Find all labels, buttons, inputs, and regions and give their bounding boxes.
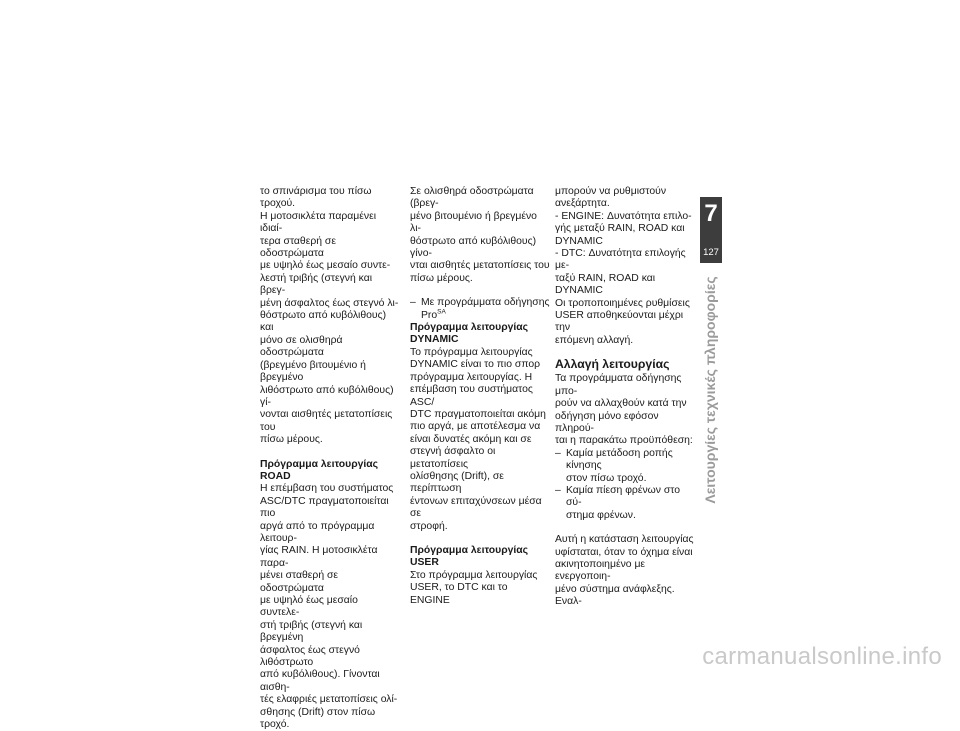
text-column-3 xyxy=(555,186,695,609)
paragraph: Αυτή η κατάσταση λειτουργίας υφίσταται, όταν το όχημα είναι ακινητοποιημένο με ενεργοποιη- μένο σύστημα ανάφλεξης. Εναλ- xyxy=(555,534,694,608)
chapter-number: 7 xyxy=(704,200,718,227)
section-heading-mode-change: Αλλαγή λειτουργίας xyxy=(555,357,670,372)
dash-mark: – xyxy=(555,447,561,459)
text-column-2 xyxy=(410,186,550,607)
paragraph: Το πρόγραμμα λειτουργίας DYNAMIC είναι το πιο σπορ πρόγραμμα λειτουργίας. Η επέμβαση του συστήματος ASC/ DTC πραγματοποιείται ακόμη πιο αργά, με αποτέλεσμα να είναι δυνατές ακόμη και σε στεγνή άσφαλτο οι μετατοπίσεις ολίσθησης (Drift), σε περίπτωση έντονων επιταχύνσεων μέσα σε στροφή. xyxy=(410,346,546,532)
watermark: carmanualsonline.info xyxy=(702,643,942,670)
chapter-tab xyxy=(700,197,722,263)
page-number: 127 xyxy=(703,247,719,258)
condition-bullet: – Καμία μετάδοση ροπής κίνησης στον πίσω τροχό. xyxy=(555,447,673,484)
condition-bullet: – Με προγράμματα οδήγησης Pro$^{SA}$ xyxy=(410,297,550,321)
section-heading-user: Πρόγραμμα λειτουργίας USER xyxy=(410,544,529,569)
paragraph: Στο πρόγραμμα λειτουργίας USER, το DTC και το ENGINE xyxy=(410,569,538,606)
paragraph: το σπινάρισμα του πίσω τροχού. Η μοτοσικλέτα παραμένει ιδιαί- τερα σταθερή σε οδοστρώματα με υψηλό έως μεσαίο συντε- λεστή τριβής (στεγνή και βρεγ- μένη άσφαλτος έως στεγνό λι- θόστρωτο από κυβόλιθους) και μόνο σε ολισθηρά οδοστρώματα (βρεγμένο βιτουμένιο ή βρεγμένο λιθόστρωτο από κυβόλιθους) γί- νονται αισθητές μετατοπίσεις του πίσω μέρους. xyxy=(260,186,399,446)
condition-bullet: – Καμία πίεση φρένων στο σύ- στημα φρένων. xyxy=(555,484,681,521)
dash-mark: – xyxy=(410,297,416,309)
paragraph: Η επέμβαση του συστήματος ASC/DTC πραγματοποιείται πιο αργά από το πρόγραμμα λειτουρ- γίας RAIN. Η μοτοσικλέτα παρα- μένει σταθερή σε οδοστρώματα με υψηλό έως μεσαίο συντελε- στή τριβής (στεγνή και βρεγμένη άσφαλτος έως στεγνό λιθόστρωτο από κυβόλιθους). Γίνονται αισθη- τές ελαφριές μετατοπίσεις ολί- σθησης (Drift) στον πίσω τροχό. xyxy=(260,483,398,731)
paragraph: Τα προγράμματα οδήγησης μπο- ρούν να αλλαχθούν κατά την οδήγηση μόνο εφόσον πληρού- ται η παρακάτω προϋπόθεση: xyxy=(555,373,693,447)
section-heading-dynamic: Πρόγραμμα λειτουργίας DYNAMIC xyxy=(410,322,529,346)
sa-superscript: SA xyxy=(437,308,446,316)
section-heading-road: Πρόγραμμα λειτουργίας ROAD xyxy=(260,458,379,482)
dash-mark: – xyxy=(555,484,561,496)
text-column-1 xyxy=(260,186,400,731)
side-chapter-title: Λειτουργίες τεχνικές πληροφορίες xyxy=(702,276,718,504)
paragraph: μπορούν να ρυθμιστούν ανεξάρτητα. - ENGINE: Δυνατότητα επιλο- γής μεταξύ RAIN, ROAD και DYNAMIC - DTC: Δυνατότητα επιλογής με- ταξύ RAIN, ROAD και DYNAMIC Οι τροποποιημένες ρυθμίσεις USER αποθηκεύονται μέχρι την επόμενη αλλαγή. xyxy=(555,186,692,346)
paragraph: Σε ολισθηρά οδοστρώματα (βρεγ- μένο βιτουμένιο ή βρεγμένο λι- θόστρωτο από κυβόλιθους) γίνο- νται αισθητές μετατοπίσεις του πίσω μέρους. xyxy=(410,186,550,284)
